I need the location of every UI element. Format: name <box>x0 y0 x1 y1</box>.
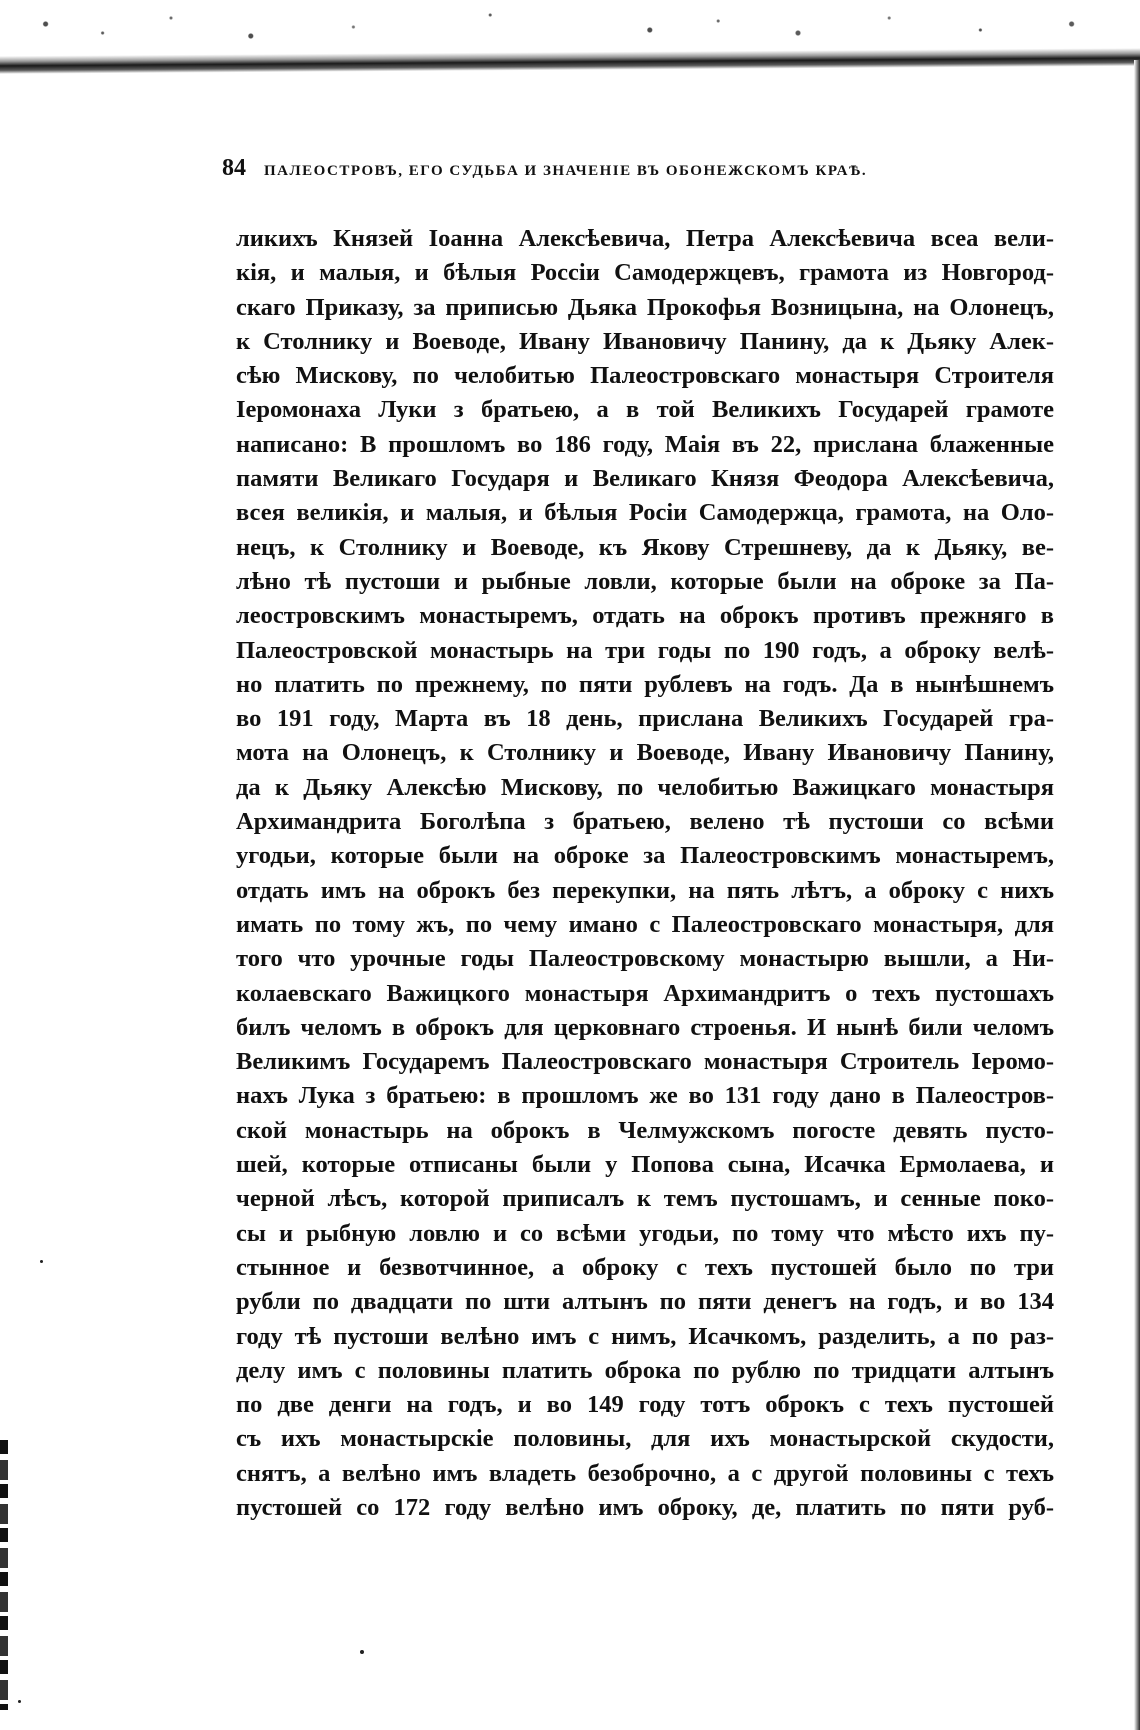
text-line: стынное и безвотчинное, а оброку с техъ пустошей было по три <box>236 1253 1054 1281</box>
text-line: делу имъ с половины платить оброка по рублю по тридцати алтынъ <box>236 1356 1054 1384</box>
text-line: отдать имъ на оброкъ без перекупки, на пять лѣтъ, а оброку с нихъ <box>236 876 1054 904</box>
text-line: но платить по прежнему, по пяти рублевъ на годъ. Да в нынѣшнемъ <box>236 670 1054 698</box>
text-line: ликихъ Князей Іоанна Алексѣевича, Петра Алексѣевича всеа вели- <box>236 225 1054 252</box>
text-line: году тѣ пустоши велѣно имъ с нимъ, Исачкомъ, разделить, а по раз- <box>236 1322 1054 1350</box>
text-line: снятъ, а велѣно имъ владеть безоброчно, а с другой половины с техъ <box>236 1459 1054 1487</box>
scan-speck <box>40 1260 43 1263</box>
text-line: всея великія, и малыя, и бѣлыя Росіи Самодержца, грамота, на Оло- <box>236 499 1054 527</box>
scan-edge-top <box>0 0 1140 74</box>
text-line: нахъ Лука з братьею: в прошломъ же во 131 году дано в Палеостров- <box>236 1082 1054 1110</box>
scan-speck <box>360 1650 364 1654</box>
text-line: мота на Олонецъ, к Столнику и Воеводе, Ивану Ивановичу Панину, <box>236 739 1054 767</box>
scan-edge-left <box>0 1440 8 1710</box>
text-line: шей, которые отписаны были у Попова сына, Исачка Ермолаева, и <box>236 1151 1054 1179</box>
scan-speck <box>18 1700 21 1703</box>
text-line: скаго Приказу, за приписью Дьяка Прокофья Возницына, на Олонецъ, <box>236 293 1054 321</box>
text-line: да к Дьяку Алексѣю Мискову, по челобитью Важицкаго монастыря <box>236 773 1054 801</box>
text-line: нецъ, к Столнику и Воеводе, къ Якову Стрешневу, да к Дьяку, ве- <box>236 533 1054 561</box>
text-line: угодьи, которые были на оброке за Палеостровскимъ монастыремъ, <box>236 842 1054 870</box>
text-line: сы и рыбную ловлю и со всѣми угодьи, по тому что мѣсто ихъ пу- <box>236 1219 1054 1247</box>
text-line: билъ челомъ в оброкъ для церковнаго строенья. И нынѣ били челомъ <box>236 1013 1054 1041</box>
text-line: по две денги на годъ, и во 149 году тотъ оброкъ с техъ пустошей <box>236 1391 1054 1419</box>
text-line: кія, и малыя, и бѣлыя Россіи Самодержцевъ, грамота из Новгород- <box>236 259 1054 287</box>
text-line: ской монастырь на оброкъ в Челмужскомъ погосте девять пусто- <box>236 1116 1054 1144</box>
scan-edge-right <box>1134 60 1140 1730</box>
running-head <box>222 155 992 187</box>
text-line: колаевскаго Важицкого монастыря Архимандритъ о техъ пустошахъ <box>236 979 1054 1007</box>
text-line: имать по тому жъ, по чему имано с Палеостровскаго монастыря, для <box>236 910 1054 938</box>
text-line: черной лѣсъ, которой приписалъ к темъ пустошамъ, и сенные поко- <box>236 1185 1054 1213</box>
page-number: 84 <box>222 155 246 181</box>
body-text <box>236 222 1054 1525</box>
text-line: пустошей со 172 году велѣно имъ оброку, де, платить по пяти руб- <box>236 1493 1054 1521</box>
text-line: леостровскимъ монастыремъ, отдать на оброкъ противъ прежняго в <box>236 602 1054 630</box>
text-line: Архимандрита Боголѣпа з братьею, велено тѣ пустоши со всѣми <box>236 808 1054 836</box>
text-line: к Столнику и Воеводе, Ивану Ивановичу Панину, да к Дьяку Алек- <box>236 327 1054 355</box>
text-line: во 191 году, Марта въ 18 день, прислана Великихъ Государей гра- <box>236 705 1054 733</box>
text-line: лѣно тѣ пустоши и рыбные ловли, которые были на оброке за Па- <box>236 567 1054 595</box>
text-line: памяти Великаго Государя и Великаго Князя Феодора Алексѣевича, <box>236 465 1054 493</box>
text-line: того что урочные годы Палеостровскому монастырю вышли, а Ни- <box>236 945 1054 973</box>
running-title: ПАЛЕОСТРОВЪ, ЕГО СУДЬБА И ЗНАЧЕНІЕ ВЪ ОБОНЕЖСКОМЪ КРАѢ. <box>264 163 868 179</box>
text-line: рубли по двадцати по шти алтынъ по пяти денегъ на годъ, и во 134 <box>236 1288 1054 1316</box>
text-line: Великимъ Государемъ Палеостровскаго монастыря Строитель Іеромо- <box>236 1048 1054 1076</box>
text-line: съ ихъ монастырскіе половины, для ихъ монастырской скудости, <box>236 1425 1054 1453</box>
text-line: Палеостровской монастырь на три годы по 190 годъ, а оброку велѣ- <box>236 636 1054 664</box>
text-line: Іеромонаха Луки з братьею, а в той Великихъ Государей грамоте <box>236 396 1054 424</box>
text-line: сѣю Мискову, по челобитью Палеостровскаго монастыря Строителя <box>236 362 1054 390</box>
text-line: написано: В прошломъ во 186 году, Маія въ 22, прислана блаженные <box>236 430 1054 458</box>
